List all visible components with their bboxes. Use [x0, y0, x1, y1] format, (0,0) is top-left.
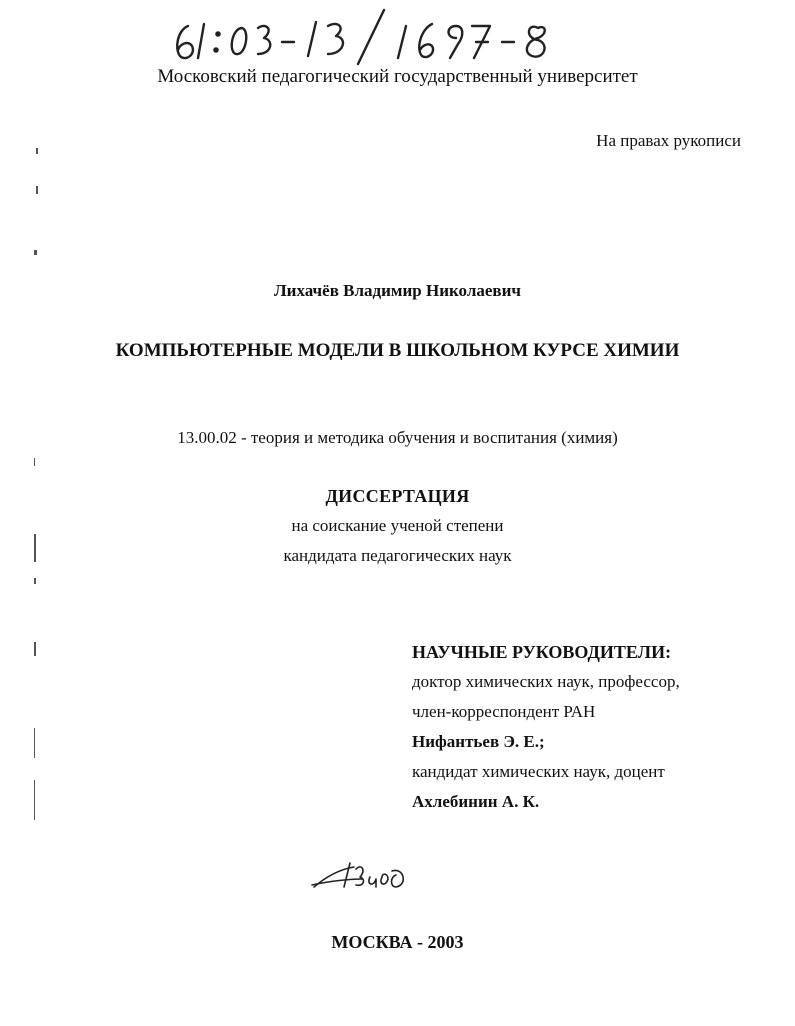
- advisor-1-title-2: член-корреспондент РАН: [412, 702, 596, 721]
- author-name: Лихачёв Владимир Николаевич: [274, 281, 521, 300]
- scan-mark: [34, 780, 35, 820]
- city-year: МОСКВА - 2003: [331, 932, 464, 952]
- scan-mark: [34, 458, 35, 466]
- scan-mark: [34, 728, 35, 758]
- scan-mark: [34, 534, 36, 562]
- archive-number-handwritten: [170, 8, 560, 66]
- specialty-code: 13.00.02 - теория и методика обучения и воспитания (химия): [177, 428, 618, 447]
- work-type: ДИССЕРТАЦИЯ: [325, 486, 470, 506]
- scan-mark: [34, 250, 37, 255]
- advisor-2-title: кандидат химических наук, доцент: [412, 762, 665, 781]
- dissertation-title: КОМПЬЮТЕРНЫЕ МОДЕЛИ В ШКОЛЬНОМ КУРСЕ ХИМИИ: [115, 340, 680, 361]
- scan-mark: [34, 578, 36, 584]
- advisor-2-name: Ахлебинин А. К.: [412, 792, 540, 811]
- degree-line-2: кандидата педагогических наук: [283, 546, 512, 565]
- advisors-heading: НАУЧНЫЕ РУКОВОДИТЕЛИ:: [412, 642, 672, 662]
- scan-mark: [34, 642, 36, 656]
- advisor-1-title-1: доктор химических наук, профессор,: [412, 672, 680, 691]
- scan-mark: [36, 148, 38, 154]
- degree-line-1: на соискание ученой степени: [291, 516, 504, 535]
- university-name: Московский педагогический государственный университет: [157, 66, 638, 87]
- advisor-1-name: Нифантьев Э. Е.;: [412, 732, 545, 751]
- scan-mark: [36, 186, 38, 194]
- signature: [310, 855, 410, 895]
- advisors-block: [412, 637, 680, 817]
- manuscript-rights: На правах рукописи: [596, 131, 741, 150]
